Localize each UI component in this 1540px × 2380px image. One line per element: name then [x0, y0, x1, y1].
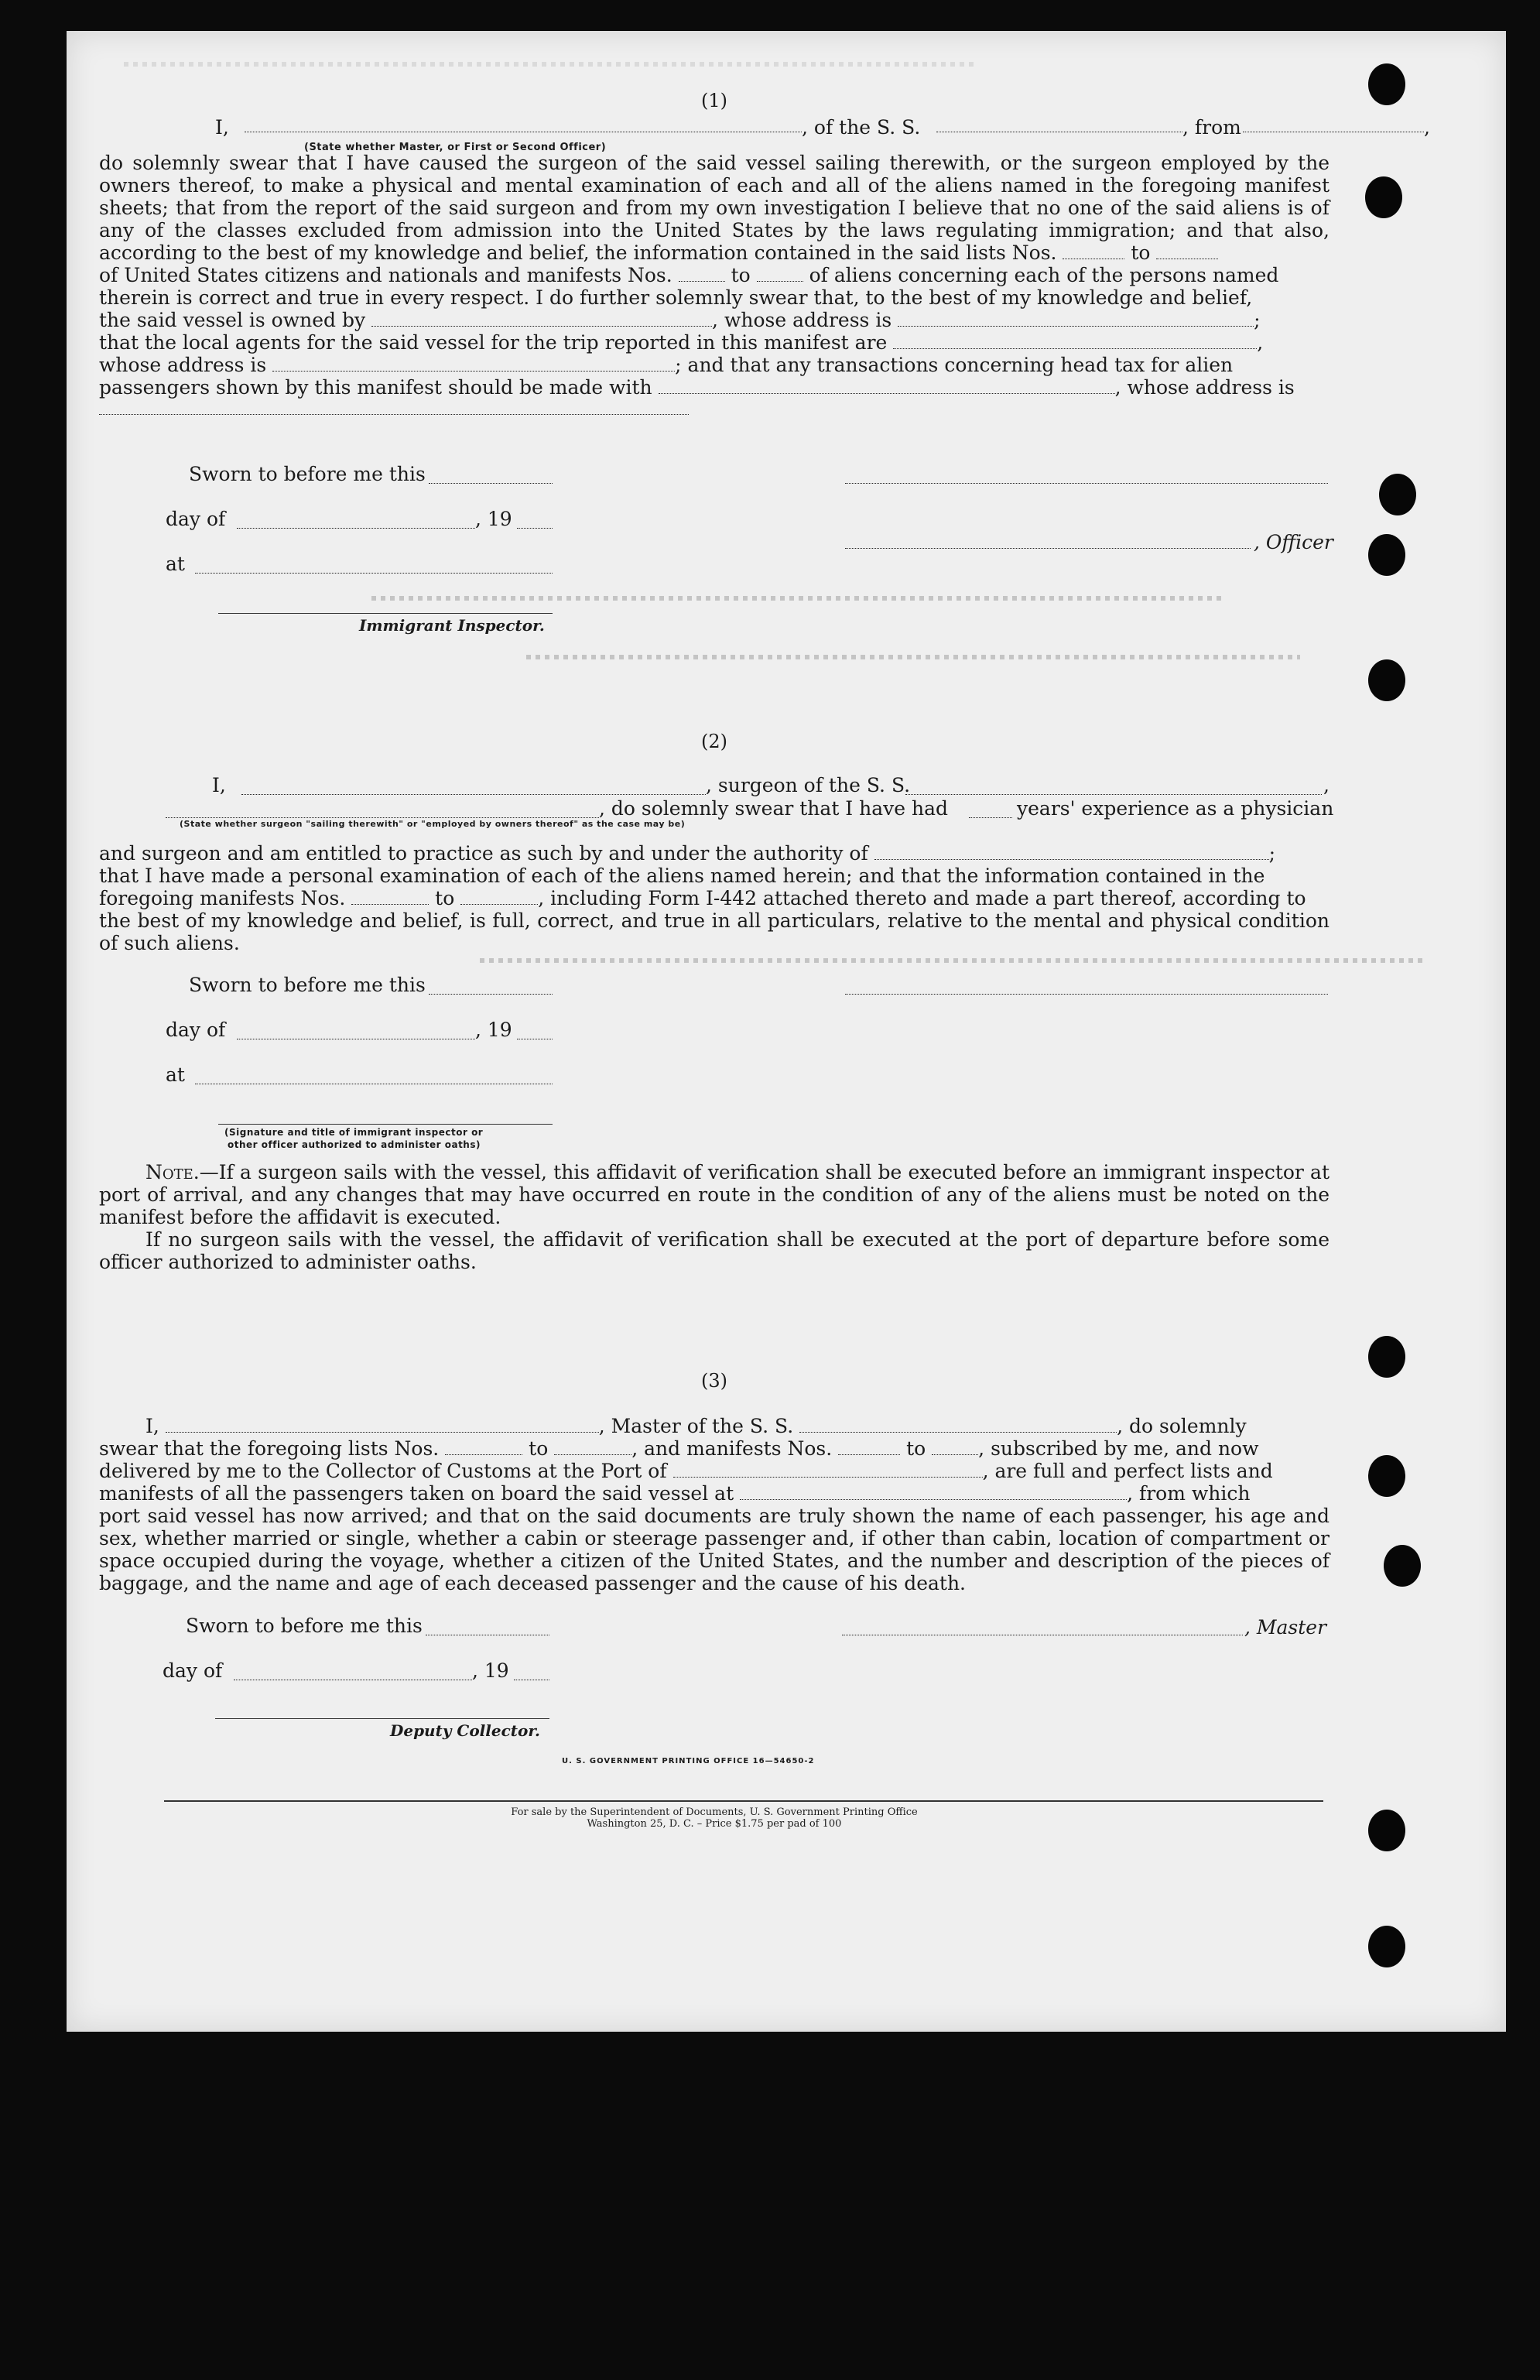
year-prefix: , 19: [472, 1659, 509, 1682]
punctuation: ,: [1323, 774, 1330, 796]
label-of-ss: , of the S. S.: [802, 116, 921, 139]
label-to: to: [435, 887, 455, 909]
label-to: to: [731, 264, 751, 286]
head-tax-address-field[interactable]: [99, 399, 689, 415]
year-field[interactable]: [517, 1023, 553, 1039]
manifest-from-field[interactable]: [838, 1439, 900, 1455]
surgeon-vessel-field[interactable]: [905, 779, 1322, 795]
master-signature-line[interactable]: [842, 1619, 1243, 1635]
at-label: at: [166, 553, 185, 575]
surgeon-signature-line[interactable]: [845, 978, 1328, 995]
at-place-field[interactable]: [195, 557, 553, 574]
footer-divider: [164, 1800, 1323, 1802]
oath-text: foregoing manifests Nos.: [99, 887, 346, 909]
punch-hole: [1368, 1455, 1405, 1497]
day-of-label: day of: [163, 1659, 223, 1682]
inspector-label: Immigrant Inspector.: [359, 616, 545, 635]
punch-hole: [1368, 1810, 1405, 1851]
oath-text: delivered by me to the Collector of Customs at the Port of: [99, 1460, 667, 1482]
collector-signature-line[interactable]: [215, 1718, 549, 1719]
label-i: I,: [212, 774, 226, 796]
punch-hole: [1368, 63, 1405, 105]
month-field[interactable]: [237, 512, 475, 529]
note-label: Note.: [145, 1161, 200, 1183]
sworn-day-field[interactable]: [429, 467, 553, 484]
year-field[interactable]: [514, 1664, 549, 1680]
punch-hole: [1368, 534, 1405, 576]
officer-line[interactable]: [845, 533, 1251, 549]
inspector-signature-line[interactable]: [218, 1124, 553, 1125]
manifest-to-field[interactable]: [460, 889, 538, 905]
list-to-field[interactable]: [554, 1439, 631, 1455]
oath-text: , including Form I-442 attached thereto and made a part thereof, according to: [538, 887, 1306, 909]
bleed-through-mark: [526, 655, 1300, 659]
affidavit-section-1: [99, 90, 1430, 425]
oath-text: of aliens concerning each of the persons named: [809, 264, 1279, 286]
affidavit-section-2: [99, 842, 1330, 954]
punctuation: ;: [1254, 309, 1261, 331]
years-experience-field[interactable]: [969, 802, 1012, 818]
punch-hole: [1368, 659, 1405, 701]
master-name-field[interactable]: [166, 1416, 599, 1433]
oath-text: , from which: [1127, 1482, 1251, 1505]
section-number: (1): [701, 90, 727, 111]
embark-port-field[interactable]: [740, 1484, 1127, 1500]
oath-text: , do solemnly swear that I have had: [599, 797, 949, 820]
punctuation: ;: [1268, 842, 1276, 865]
label-address: whose address is: [99, 354, 267, 376]
officer-name-field[interactable]: [245, 116, 802, 132]
sworn-day-field[interactable]: [429, 978, 553, 995]
oath-text: of United States citizens and nationals and manifests Nos.: [99, 264, 672, 286]
oath-paragraph-1: [99, 152, 1330, 264]
at-place-field[interactable]: [195, 1068, 553, 1084]
manifest-from-field[interactable]: [679, 265, 725, 282]
sworn-day-field[interactable]: [426, 1619, 549, 1635]
punch-hole: [1379, 474, 1416, 515]
sworn-label: Sworn to before me this: [186, 1615, 423, 1637]
port-from-field[interactable]: [1243, 116, 1424, 132]
officer-title-subnote: (State whether Master, or First or Second Officer): [304, 142, 607, 153]
note-text: If no surgeon sails with the vessel, the affidavit of verification shall be executed at the port of departure before some officer authorized to administer oaths.: [99, 1228, 1330, 1273]
manifest-from-field[interactable]: [351, 889, 429, 905]
punch-hole: [1368, 1336, 1405, 1378]
list-from-field[interactable]: [1063, 243, 1124, 259]
manifest-to-field[interactable]: [932, 1439, 978, 1455]
label-owned-by: the said vessel is owned by: [99, 309, 366, 331]
bleed-through-mark: [124, 62, 975, 67]
oath-text: , and manifests Nos.: [631, 1437, 833, 1460]
oath-text: ; and that any transactions concerning head tax for alien: [675, 354, 1234, 376]
collector-label: Deputy Collector.: [390, 1721, 541, 1740]
bleed-through-mark: [371, 596, 1223, 601]
sale-notice-line: For sale by the Superintendent of Documents, U. S. Government Printing Office: [511, 1806, 918, 1818]
surgeon-type-field[interactable]: [166, 802, 599, 818]
punctuation: ,: [1257, 331, 1264, 354]
oath-text: port said vessel has now arrived; and that on the said documents are truly shown the name of each passenger, his age and sex, whether married or single, whether a cabin or steerage passenger and, if other than cabin, location of compartment or space occupied during the voyage, whether a citizen of the United States, and the number and description of the pieces of baggage, and the name and age of each deceased passenger and the cause of his death.: [99, 1505, 1330, 1594]
vessel-name-field[interactable]: [799, 1416, 1117, 1433]
head-tax-agent-field[interactable]: [659, 378, 1115, 394]
label-surgeon-of-ss: , surgeon of the S. S.: [706, 774, 911, 796]
oath-text: , do solemnly: [1117, 1415, 1247, 1437]
signature-subnote: (Signature and title of immigrant inspector or: [224, 1127, 484, 1138]
label-local-agents: that the local agents for the said vessel for the trip reported in this manifest are: [99, 331, 888, 354]
month-field[interactable]: [234, 1664, 472, 1680]
oath-text: the best of my knowledge and belief, is full, correct, and true in all particulars, relative to the mental and physical condition of such aliens.: [99, 909, 1330, 954]
sale-notice: [99, 1806, 1330, 1830]
list-to-field[interactable]: [1156, 243, 1218, 259]
punctuation: ,: [1424, 116, 1430, 139]
oath-text: do solemnly swear that I have caused the surgeon of the said vessel sailing therewith, or the surgeon employed by the owners thereof, to make a physical and mental examination of each and all of the aliens named in the foregoing manifest sheets; that from the report of the said surgeon and from my own investigation I believe that no one of the said aliens is of any of the classes excluded from admission into the United States by the laws regulating immigration; and that also, according to the best of my knowledge and belief, the information contained in the said lists Nos.: [99, 152, 1330, 264]
owner-address-field[interactable]: [898, 310, 1254, 327]
agent-address-field[interactable]: [272, 355, 675, 372]
authority-field[interactable]: [874, 844, 1269, 860]
oath-text: , subscribed by me, and now: [978, 1437, 1259, 1460]
year-field[interactable]: [517, 512, 553, 529]
note-block: [99, 1161, 1330, 1273]
label-from: , from: [1182, 116, 1241, 139]
vessel-name-field[interactable]: [936, 116, 1182, 132]
label-head-tax: passengers shown by this manifest should be made with: [99, 376, 652, 399]
month-field[interactable]: [237, 1023, 475, 1039]
manifest-to-field[interactable]: [757, 265, 803, 282]
oath-text: swear that the foregoing lists Nos.: [99, 1437, 440, 1460]
affidavit-section-3: [99, 1415, 1330, 1594]
label-address: , whose address is: [712, 309, 892, 331]
officer-label: , Officer: [1254, 531, 1333, 553]
punch-hole: [1368, 1926, 1405, 1967]
local-agents-field[interactable]: [893, 333, 1257, 349]
list-from-field[interactable]: [445, 1439, 522, 1455]
owner-field[interactable]: [371, 310, 712, 327]
year-prefix: , 19: [475, 1019, 512, 1041]
label-to: to: [1131, 241, 1151, 264]
surgeon-type-subnote: (State whether surgeon "sailing therewith" or "employed by owners thereof" as the case may be): [180, 819, 686, 829]
label-address: , whose address is: [1114, 376, 1295, 399]
year-prefix: , 19: [475, 508, 512, 530]
oath-text: therein is correct and true in every respect. I do further solemnly swear that, to the best of my knowledge and belief,: [99, 286, 1253, 309]
oath-text: and surgeon and am entitled to practice as such by and under the authority of: [99, 842, 868, 865]
gpo-imprint: U. S. GOVERNMENT PRINTING OFFICE 16—54650-2: [562, 1757, 815, 1765]
day-of-label: day of: [166, 1019, 226, 1041]
oath-text: manifests of all the passengers taken on board the said vessel at: [99, 1482, 734, 1505]
sale-notice-line: Washington 25, D. C. – Price $1.75 per pad of 100: [587, 1818, 842, 1830]
officer-signature-line[interactable]: [845, 467, 1328, 484]
label-i: I,: [215, 116, 229, 139]
day-of-label: day of: [166, 508, 226, 530]
label-master-of-ss: , Master of the S. S.: [598, 1415, 794, 1437]
section-number: (2): [701, 731, 727, 752]
oath-text: years' experience as a physician: [1017, 797, 1334, 820]
oath-text: , are full and perfect lists and: [982, 1460, 1273, 1482]
signature-subnote: other officer authorized to administer oaths): [228, 1139, 481, 1150]
surgeon-name-field[interactable]: [241, 779, 706, 795]
at-label: at: [166, 1063, 185, 1086]
section-number: (3): [701, 1370, 727, 1392]
label-to: to: [529, 1437, 549, 1460]
oath-text: that I have made a personal examination of each of the aliens named herein; and that the information contained in the: [99, 865, 1265, 887]
punch-hole: [1365, 176, 1402, 218]
sworn-label: Sworn to before me this: [189, 463, 426, 485]
inspector-signature-line[interactable]: [218, 613, 553, 614]
label-to: to: [906, 1437, 926, 1460]
label-i: I,: [145, 1415, 159, 1437]
port-field[interactable]: [673, 1461, 983, 1478]
master-label: , Master: [1244, 1616, 1327, 1639]
punch-hole: [1384, 1545, 1421, 1587]
bleed-through-mark: [480, 958, 1424, 963]
sworn-label: Sworn to before me this: [189, 974, 426, 996]
note-text: —If a surgeon sails with the vessel, this affidavit of verification shall be executed before an immigrant inspector at port of arrival, and any changes that may have occurred en route in the condition of any of the aliens must be noted on the manifest before the affidavit is executed.: [99, 1161, 1330, 1228]
